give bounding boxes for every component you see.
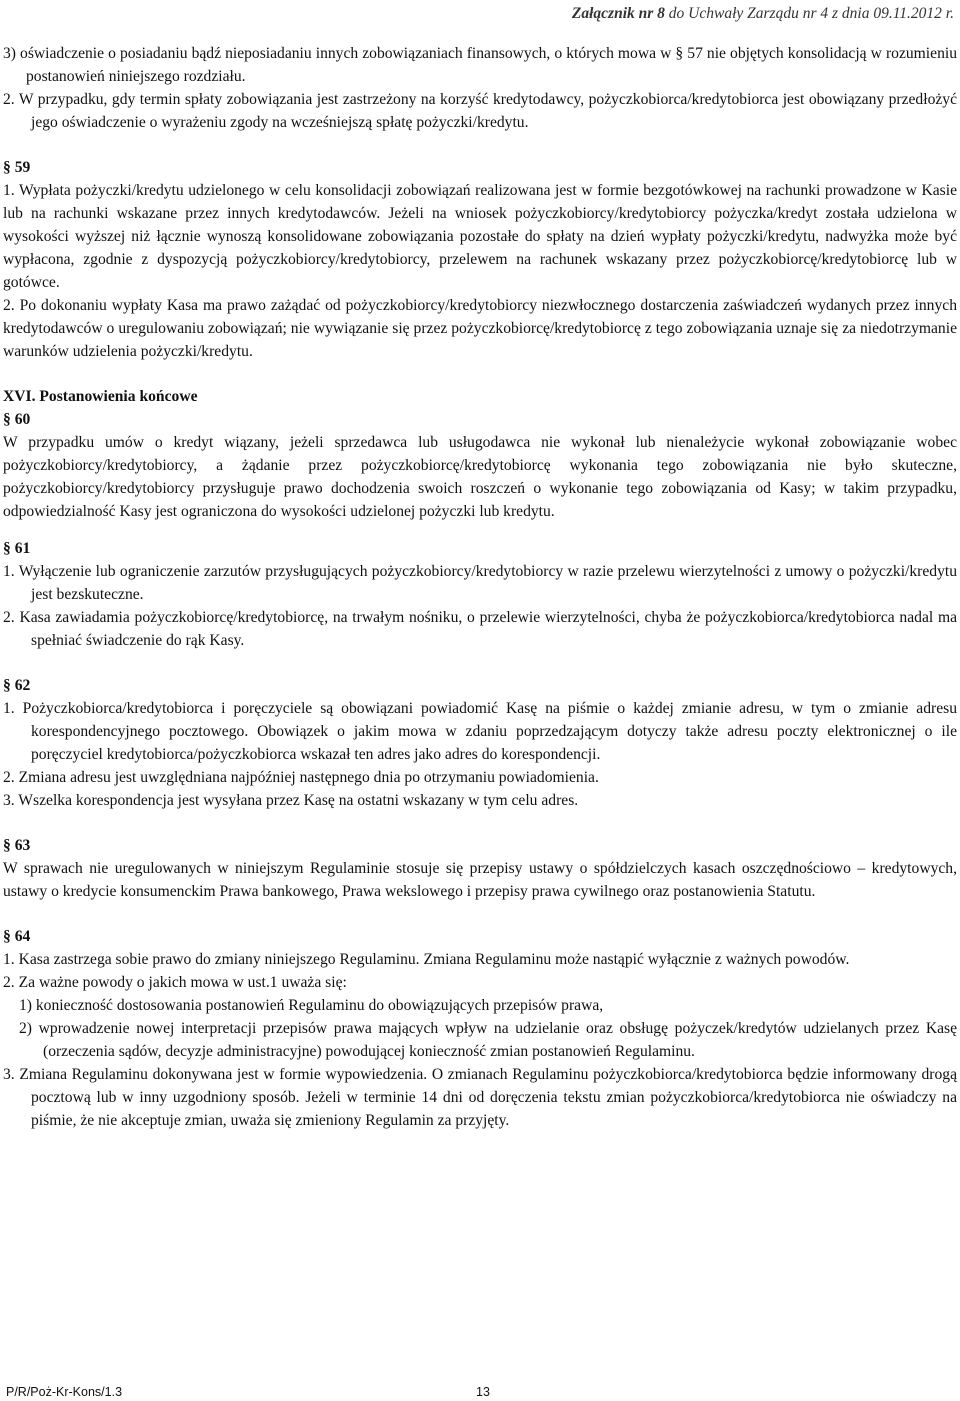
page-number: 13 (476, 1385, 490, 1399)
document-code: P/R/Poż-Kr-Kons/1.3 (6, 1385, 123, 1399)
paragraph: 2. Za ważne powody o jakich mowa w ust.1 uważa się: (3, 974, 347, 991)
page-header (572, 2, 954, 25)
paragraph: 2. W przypadku, gdy termin spłaty zobowiązania jest zastrzeżony na korzyść kredytodawcy, pożyczkobiorca/kredytobiorca jest obowiązany przedłożyć jego oświadczenie o wyrażeniu zgody na wcześniejszą spłatę pożyczki/kredytu. (3, 91, 957, 131)
section-heading-64: § 64 (3, 928, 31, 945)
paragraph: W przypadku umów o kredyt wiązany, jeżeli sprzedawca lub usługodawca nie wykonał lub nienależycie wykonał zobowiązanie wobec pożyczkobiorcy/kredytobiorcy, a żądanie przez pożyczkobiorcę/kredytobiorcę wykonania tego zobowiązania nie było skuteczne, pożyczkobiorcy/kredytobiorcy przysługuje prawo dochodzenia swoich roszczeń o wykonanie tego zobowiązania od Kasy; w takim przypadku, odpowiedzialność Kasy jest ograniczona do wysokości udzielonej pożyczki lub kredytu. (3, 434, 957, 520)
paragraph: 3) oświadczenie o posiadaniu bądź nieposiadaniu innych zobowiązaniach finansowych, o których mowa w § 57 nie objętych konsolidacją w rozumieniu postanowień niniejszego rozdziału. (3, 45, 957, 85)
section-heading-59: § 59 (3, 159, 31, 176)
list-item: 1) konieczność dostosowania postanowień Regulaminu do obowiązujących przepisów prawa, (19, 997, 604, 1014)
section-heading-60: § 60 (3, 411, 31, 428)
paragraph: 2. Kasa zawiadamia pożyczkobiorcę/kredytobiorcę, na trwałym nośniku, o przelewie wierzytelności, chyba że pożyczkobiorca/kredytobiorca nadal ma spełniać świadczenie do rąk Kasy. (3, 609, 957, 649)
paragraph: 2. Zmiana adresu jest uwzględniana najpóźniej następnego dnia po otrzymaniu powiadomienia. (3, 769, 599, 786)
paragraph: 1. Wypłata pożyczki/kredytu udzielonego w celu konsolidacji zobowiązań realizowana jest w formie bezgotówkowej na rachunki prowadzone w Kasie lub na rachunki wskazane przez innych kredytodawców. Jeżeli na wniosek pożyczkobiorcy/kredytobiorcy pożyczka/kredyt została udzielona w wysokości wyższej niż łącznie wynoszą konsolidowane zobowiązania pozostałe do spłaty na dzień wypłaty pożyczki/kredytu, nadwyżka może być wypłacona, zgodnie z dyspozycją pożyczkobiorcy/kredytobiorcy, przelewem na rachunek wskazany przez pożyczkobiorcę/kredytobiorcę lub w gotówce. (3, 182, 957, 291)
section-heading-63: § 63 (3, 837, 31, 854)
attachment-reference: do Uchwały Zarządu nr 4 z dnia 09.11.2012 r. (664, 5, 954, 22)
list-item: 2) wprowadzenie nowej interpretacji przepisów prawa mających wpływ na udzielanie oraz obsługę pożyczek/kredytów udzielanych przez Kasę (orzeczenia sądów, decyzje administracyjne) powodującej konieczność zmian postanowień Regulaminu. (19, 1020, 957, 1060)
paragraph: 1. Pożyczkobiorca/kredytobiorca i poręczyciele są obowiązani powiadomić Kasę na piśmie o każdej zmianie adresu, w tym o zmianie adresu korespondencyjnego pocztowego. Obowiązek o jakim mowa w zdaniu poprzedzającym dotyczy także adresu poczty elektronicznej o ile poręczyciel kredytobiorca/pożyczkobiorca wskazał ten adres jako adres do korespondencji. (3, 700, 957, 763)
paragraph: 1. Kasa zastrzega sobie prawo do zmiany niniejszego Regulaminu. Zmiana Regulaminu może nastąpić wyłącznie z ważnych powodów. (3, 951, 850, 968)
paragraph: 2. Po dokonaniu wypłaty Kasa ma prawo zażądać od pożyczkobiorcy/kredytobiorcy niezwłocznego dostarczenia zaświadczeń wydanych przez innych kredytodawców o uregulowaniu zobowiązań; nie wywiązanie się przez pożyczkobiorcę/kredytobiorcę z tego zobowiązania uznaje się za niedotrzymanie warunków udzielenia pożyczki/kredytu. (3, 297, 957, 360)
page-footer (6, 1384, 490, 1400)
section-heading-62: § 62 (3, 677, 31, 694)
chapter-heading: XVI. Postanowienia końcowe (3, 388, 198, 405)
section-heading-61: § 61 (3, 540, 31, 557)
paragraph: 1. Wyłączenie lub ograniczenie zarzutów przysługujących pożyczkobiorcy/kredytobiorcy w razie przelewu wierzytelności z umowy o pożyczki/kredytu jest bezskuteczne. (3, 563, 957, 603)
paragraph: W sprawach nie uregulowanych w niniejszym Regulaminie stosuje się przepisy ustawy o spółdzielczych kasach oszczędnościowo – kredytowych, ustawy o kredycie konsumenckim Prawa bankowego, Prawa wekslowego i przepisy prawa cywilnego oraz postanowienia Statutu. (3, 860, 957, 900)
attachment-title: Załącznik nr 8 (571, 5, 665, 22)
paragraph: 3. Wszelka korespondencja jest wysyłana przez Kasę na ostatni wskazany w tym celu adres. (3, 792, 579, 809)
document-body (3, 42, 957, 1132)
paragraph: 3. Zmiana Regulaminu dokonywana jest w formie wypowiedzenia. O zmianach Regulaminu pożyczkobiorca/kredytobiorca będzie informowany drogą pocztową lub w inny uzgodniony sposób. Jeżeli w terminie 14 dni od doręczenia tekstu zmian pożyczkobiorca/kredytobiorca nie oświadczy na piśmie, że nie akceptuje zmian, uważa się zmieniony Regulamin za przyjęty. (3, 1066, 957, 1129)
